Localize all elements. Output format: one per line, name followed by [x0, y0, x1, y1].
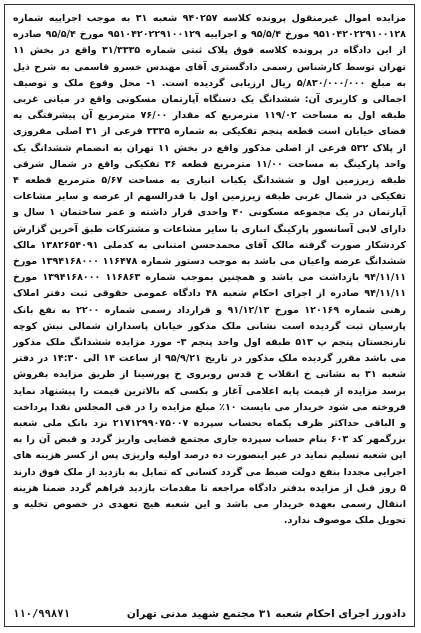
notice-body: مزایده اموال غیرمنقول پرونده کلاسه ۹۴۰۲۵۷ شعبه ۳۱ به موجب اجراییه شماره ۹۵۱۰۴۲۰۲۲۹۱۰۰۱۲۸ مورخ ۹۵/۵/۴ و اجراییه ۹۵۱۰۴۲۰۲۲۹۱۰۰۱۲۹ مورخ ۹۵/۵/۴ صادره از این دادگاه در پرونده کلاسه فوق پلاک ثبتی شماره ۳۱/۳۳۳۵ واقع در بخش ۱۱ تهران توسط کارشناس رسمی دادگستری آقای مهندس خسرو قاسمی به شرح ذیل به مبلغ ۵/۸۳۰/۰۰۰/۰۰۰ ریال ارزیابی گردیده است. ۱- محل وقوع ملک و توصیف اجمالی و کاربری آن: ششدانگ یک دستگاه آپارتمان مسکونی واقع در میانی غربی طبقه اول به مساحت ۱۱۹/۰۲ مترمربع که مقدار ۷۶/۰۰ مترمربع آن پیشرفتگی به فضای خیابان است قطعه پنجم تفکیکی به شماره ۳۳۳۵ فرعی از ۳۱ اصلی مفروزی از پلاک ۵۳۲ فرعی از اصلی مذکور واقع در بخش ۱۱ تهران به انضمام ششدانگ یک واحد پارکینگ به مساحت ۱۱/۰۰ مترمربع قطعه ۳۶ تفکیکی واقع در شمال شرقی طبقه زیرزمین اول و ششدانگ یکباب انباری به مساحت ۵/۶۷ مترمربع قطعه ۴ تفکیکی در شمال غربی طبقه زیرزمین اول با قدرالسهم از عرصه و سایر مشاعات آپارتمان در یک مجموعه مسکونی ۴۰ واحدی قرار داشته و عمر ساختمان ۱ سال و دارای لابی آسانسور پارکینگ انباری با سایر مشاعات و مشترکات طبق آخرین گزارش کردشکار صورت گرفته مالک آقای محمدحسن امتنانی به کدملی ۱۳۸۲۶۵۴۰۹۱ مالک ششدانگ عرصه واعیان می باشد به موجب دستور شماره ۱۱۶۴۷۸ ۱۳۹۴۱۶۸۰۰۰ مورخ ۹۴/۱۱/۱۱ بازداشت می باشد و همچنین بموجب شماره ۱۱۶۸۶۳ ۱۳۹۴۱۶۸۰۰۰ مورخ ۹۴/۱۱/۱۱ صادره از اجرای احکام شعبه ۴۸ دادگاه عمومی حقوقی ثبت دفتر املاک رهنی شماره ۱۲۰۱۶۹ مورخ ۹۱/۱۲/۱۳ و قرارداد رسمی شماره ۲۲۰۰ به نفع بانک پارسیان ثبت گردیده است نشانی ملک مذکور خیابان پاسداران شمالی نبش کوچه نارنجستان پنجم پ ۵۱۳ طبقه اول واحد پنجم ۳- مورد مزایده ششدانگ ملک مذکور می باشد مقرر گردیده ملک مذکور در تاریخ ۹۵/۹/۲۱ از ساعت ۱۴ الی ۱۴:۳۰ در دفتر شعبه ۳۱ به نشانی خ انقلاب خ قدس روبروی خ پورسینا از طریق مزایده بفروش برسد مزایده از قیمت پایه اعلامی آغاز و بکسی که بالاترین قیمت را پیشنهاد نماید فروخته می شود خریدار می بایست ۱۰٪ مبلغ مزایده را در فی المجلس نقدا پرداخت و الباقی حداکثر ظرف یکماه بحساب سپرده ۲۱۷۱۲۹۹۰۷۵۰۰۷ نزد بانک ملی شعبه بزرگمهر کد ۶۰۳ بنام حساب سپرده جاری مجتمع قضایی واریز گردد و قبض آن را به این شعبه تسلیم نماید در غیر اینصورت ده درصد اولیه واریزی پس از کسر هزینه های اجرایی مجددا بنفع دولت ضبط می گردد کسانی که تمایل به بازدید از ملک فوق دارند ۵ روز قبل از مزایده بدفتر دادگاه مراجعه تا مقدمات بازدید فراهم گردد ضمنا هزینه انتقال رسمی بعهده خریدار می باشد و این شعبه هیچ تعهدی در خصوص تخلیه و تحویل ملک موصوف ندارد.	[13, 13, 407, 527]
reference-number: ۱۱۰/۹۹۸۷۱	[13, 608, 70, 620]
auction-notice	[4, 4, 415, 627]
issuer-signature: دادورز اجرای احکام شعبه ۳۱ مجتمع شهید مدنی تهران	[126, 608, 406, 620]
notice-footer	[13, 608, 406, 620]
